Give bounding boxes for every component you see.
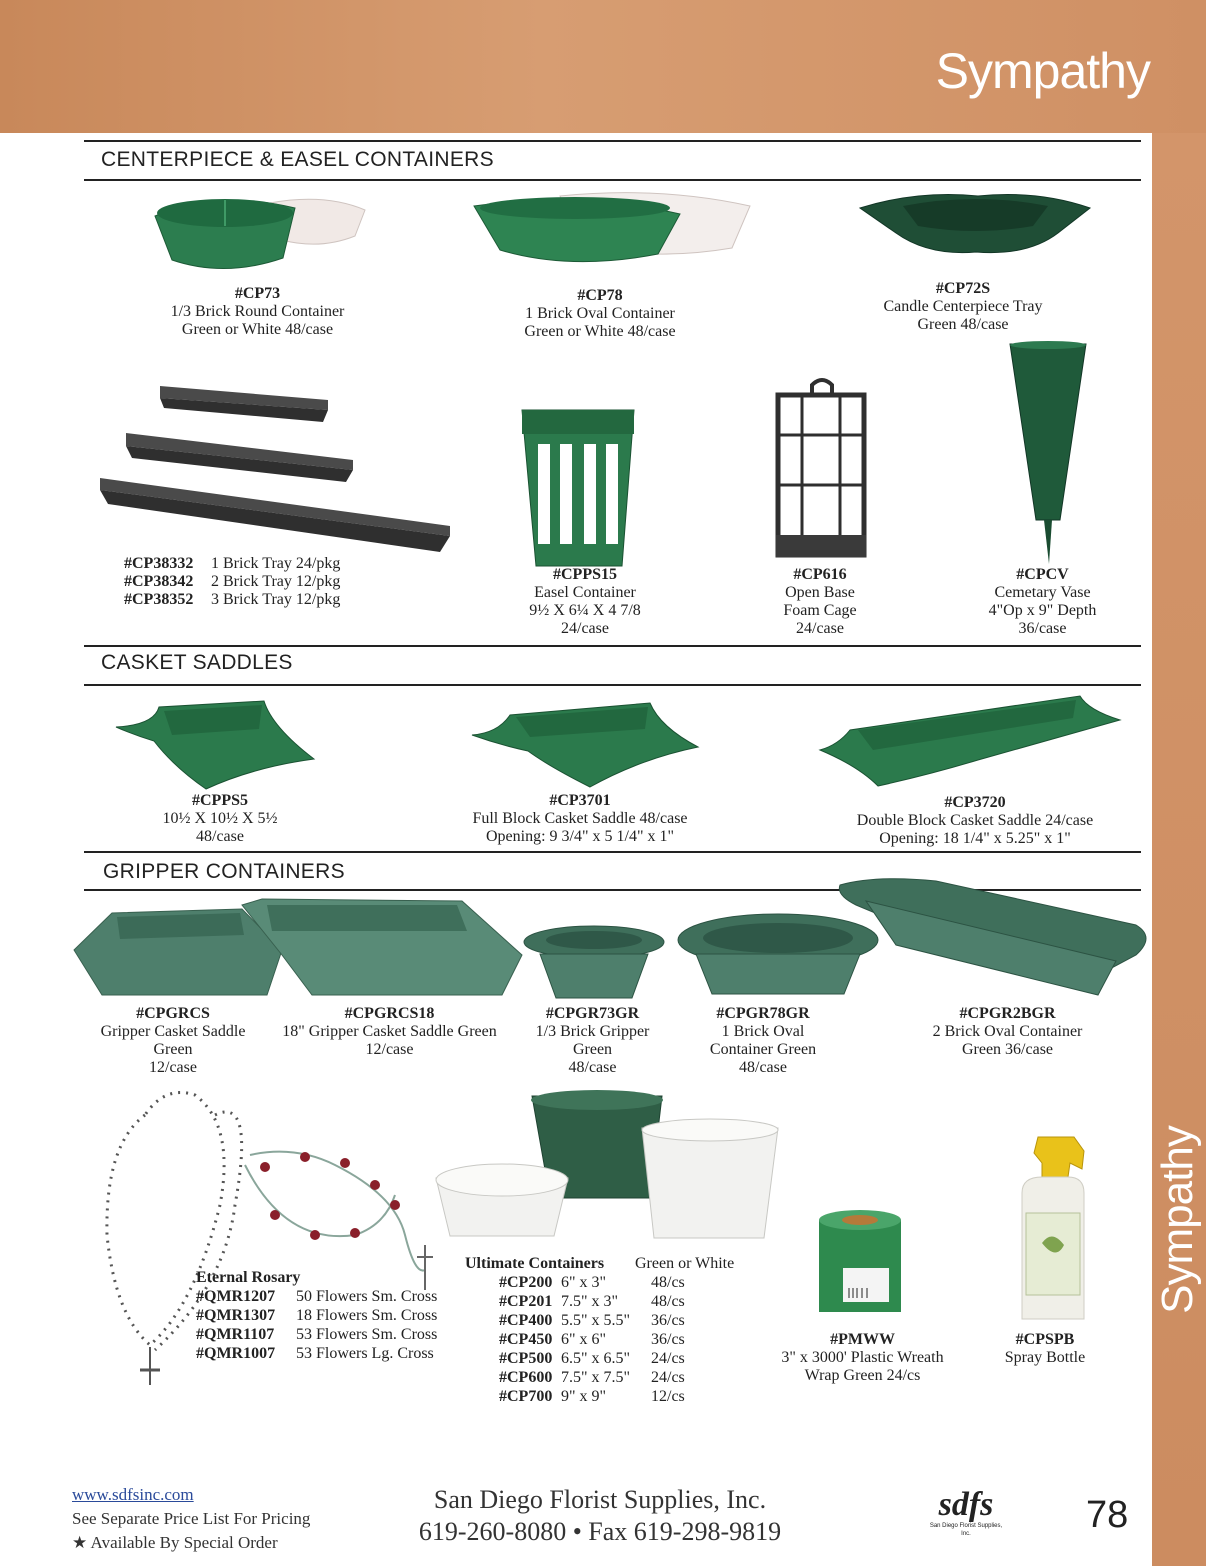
cp616-image bbox=[772, 375, 870, 565]
product-cp73: #CP73 1/3 Brick Round Container Green or White 48/case bbox=[170, 285, 345, 338]
cpgr73gr-image bbox=[522, 924, 667, 1004]
product-cp72s: #CP72S Candle Centerpiece Tray Green 48/case bbox=[883, 280, 1043, 333]
cp3720-image bbox=[818, 690, 1123, 790]
cpgr2bgr-image bbox=[836, 875, 1154, 1000]
ultimate-containers-image bbox=[432, 1088, 782, 1248]
side-title: Sympathy bbox=[1153, 1126, 1202, 1314]
section-rule bbox=[84, 645, 1141, 647]
section-rule bbox=[84, 851, 1141, 853]
product-cpgr78gr: #CPGR78GR 1 Brick Oval Container Green 48/case bbox=[709, 1005, 817, 1076]
page-title: Sympathy bbox=[935, 43, 1150, 99]
product-cpgr73gr: #CPGR73GR 1/3 Brick Gripper Green 48/case bbox=[535, 1005, 650, 1076]
section-title-gripper: GRIPPER CONTAINERS bbox=[103, 860, 345, 883]
footer-info bbox=[72, 1483, 310, 1555]
cpps5-image bbox=[114, 697, 316, 795]
side-band bbox=[1152, 133, 1206, 1566]
pmww-image bbox=[815, 1208, 905, 1318]
cp3701-image bbox=[470, 697, 700, 792]
product-cpgrcs18: #CPGRCS18 18" Gripper Casket Saddle Green 12/case bbox=[282, 1005, 497, 1058]
product-cpps5: #CPPS5 10½ X 10½ X 5½ 48/case bbox=[162, 792, 278, 845]
section-rule bbox=[84, 140, 1141, 142]
special-order-note: ★ Available By Special Order bbox=[72, 1533, 278, 1552]
page-number: 78 bbox=[1086, 1494, 1129, 1536]
tray-list: #CP38332 1 Brick Tray 24/pkg #CP38342 2 Brick Tray 12/pkg #CP38352 3 Brick Tray 12/pkg bbox=[124, 555, 341, 608]
section-rule bbox=[84, 684, 1141, 686]
cp72s-image bbox=[858, 188, 1093, 258]
pricing-note: See Separate Price List For Pricing bbox=[72, 1509, 311, 1528]
product-cp3720: #CP3720 Double Block Casket Saddle 24/case Opening: 18 1/4" x 5.25" x 1" bbox=[856, 794, 1094, 847]
section-rule bbox=[84, 179, 1141, 181]
ultimate-list: Ultimate Containers Green or White #CP200 6" x 3" 48/cs #CP201 7.5" x 3" 48/cs #CP400 5.5" x 5.5" 36/cs #CP450 6" x 6" 36/cs #CP500 6.5" x 6.5" 24/cs #CP600 7.5" x 7.5" 24/cs #CP700 9" x 9" 12/cs bbox=[465, 1255, 735, 1405]
trays-image bbox=[98, 378, 453, 558]
cp73-image bbox=[150, 188, 370, 283]
product-cpspb: #CPSPB Spray Bottle bbox=[1004, 1331, 1086, 1366]
company-name: San Diego Florist Supplies, Inc. bbox=[433, 1485, 767, 1514]
cpcv-image bbox=[1008, 340, 1088, 565]
company-phone: 619-260-8080 • Fax 619-298-9819 bbox=[418, 1517, 782, 1546]
section-title-centerpiece: CENTERPIECE & EASEL CONTAINERS bbox=[101, 148, 494, 171]
product-cp3701: #CP3701 Full Block Casket Saddle 48/case Opening: 9 3/4" x 5 1/4" x 1" bbox=[472, 792, 688, 845]
cp78-image bbox=[470, 186, 760, 266]
product-cp616: #CP616 Open Base Foam Cage 24/case bbox=[783, 566, 857, 637]
cpps15-image bbox=[518, 402, 638, 570]
product-pmww: #PMWW 3" x 3000' Plastic Wreath Wrap Green 24/cs bbox=[781, 1331, 944, 1384]
product-cpgrcs: #CPGRCS Gripper Casket Saddle Green 12/case bbox=[100, 1005, 246, 1076]
product-cpcv: #CPCV Cemetary Vase 4"Op x 9" Depth 36/case bbox=[988, 566, 1097, 637]
product-cpps15: #CPPS15 Easel Container 9½ X 6¼ X 4 7/8 24/case bbox=[529, 566, 641, 637]
website-link[interactable]: www.sdfsinc.com bbox=[72, 1485, 194, 1504]
rosary-list: Eternal Rosary #QMR1207 50 Flowers Sm. Cross #QMR1307 18 Flowers Sm. Cross #QMR1107 53 Flowers Sm. Cross #QMR1007 53 Flowers Lg. Cross bbox=[196, 1269, 438, 1362]
product-cpgr2bgr: #CPGR2BGR 2 Brick Oval Container Green 36/case bbox=[932, 1005, 1083, 1058]
gripper-saddles-image bbox=[72, 895, 524, 1005]
company-logo: sdfs San Diego Florist Supplies, Inc. bbox=[929, 1486, 1003, 1537]
cpspb-image bbox=[1012, 1133, 1092, 1325]
section-title-casket: CASKET SADDLES bbox=[101, 651, 293, 674]
company-info bbox=[400, 1484, 800, 1548]
product-cp78: #CP78 1 Brick Oval Container Green or White 48/case bbox=[524, 287, 676, 340]
